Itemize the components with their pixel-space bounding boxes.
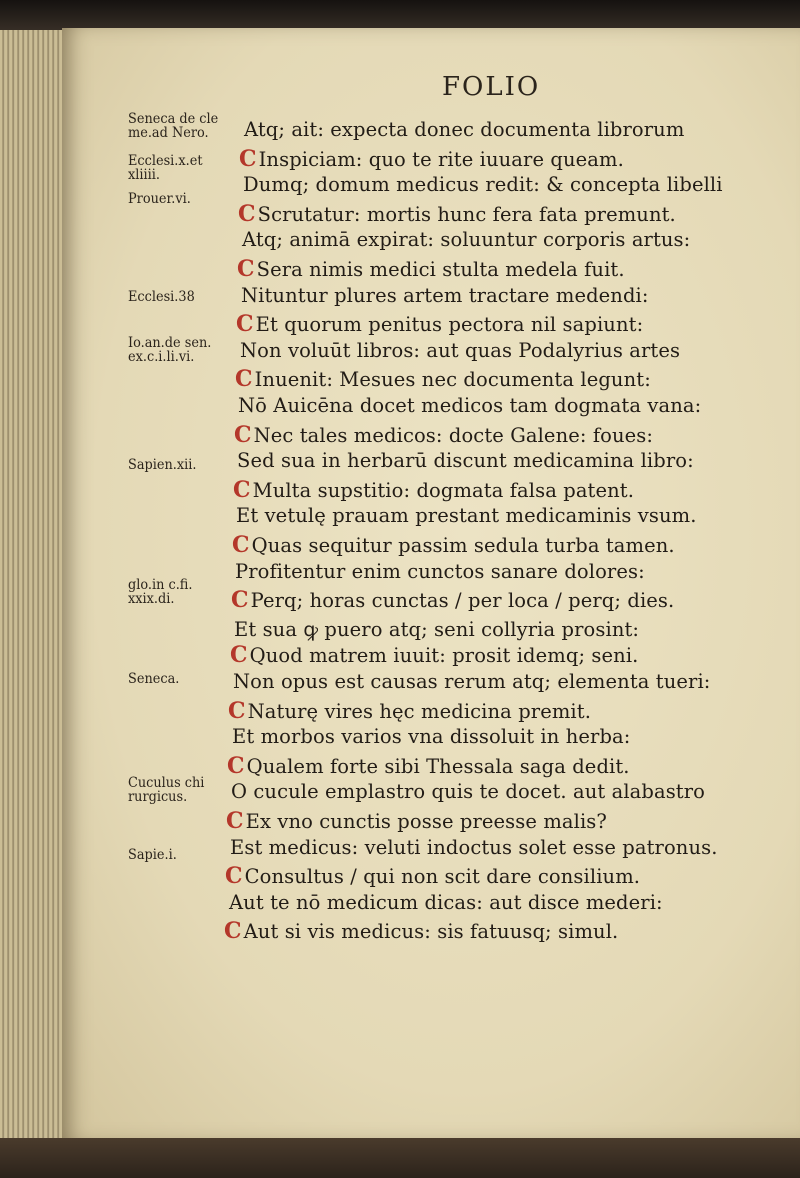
rubric-paragraph-mark: C (224, 918, 242, 945)
verse-line (237, 449, 694, 472)
rubric-paragraph-mark: C (233, 476, 251, 503)
verse-line (229, 891, 663, 914)
margin-note: Seneca. (128, 671, 180, 687)
verse-line (238, 394, 701, 417)
rubric-paragraph-mark: C (239, 145, 257, 172)
verse-line (239, 146, 624, 172)
verse-text: Aut te nō medicum dicas: aut disce mederi: (229, 890, 663, 914)
verse-text: Scrutatur: mortis hunc fera fata premunt. (257, 202, 676, 226)
rubric-paragraph-mark: C (235, 366, 253, 393)
rubric-paragraph-mark: C (232, 532, 250, 558)
margin-note: Cuculus chi rurgicus. (128, 775, 205, 805)
margin-note: Prouer.vi. (128, 191, 191, 207)
rubric-paragraph-mark: C (227, 752, 245, 779)
verse-line (237, 256, 625, 282)
verse-line (231, 780, 705, 803)
verse-line (232, 532, 675, 558)
verse-text: Consultus / qui non scit dare consilium. (244, 865, 641, 889)
verse-text: Et morbos varios vna dissoluit in herba: (232, 725, 631, 749)
verse-line (240, 339, 680, 362)
margin-note: Sapie.i. (128, 847, 177, 863)
verse-line (227, 753, 630, 779)
verse-text: Inuenit: Mesues nec documenta legunt: (254, 368, 651, 392)
rubric-paragraph-mark: C (228, 697, 246, 724)
page-header: FOLIO (442, 72, 541, 102)
verse-line (242, 228, 690, 251)
verse-text: Nec tales medicos: docte Galene: foues: (253, 423, 654, 447)
rubric-paragraph-mark: C (238, 200, 256, 227)
verse-line (238, 201, 676, 227)
margin-note: Seneca de cle me.ad Nero. (128, 111, 219, 141)
verse-text: Sed sua in herbarū discunt medicamina libro: (237, 449, 694, 473)
verse-text: Quod matrem iuuit: prosit idemq; seni. (249, 644, 639, 668)
verse-line (226, 808, 607, 834)
verse-line (224, 918, 618, 944)
verse-line (228, 698, 591, 724)
page-stack-edge (0, 30, 70, 1140)
verse-line (230, 836, 718, 859)
verse-line (235, 366, 651, 392)
verse-text: Quas sequitur passim sedula turba tamen. (251, 534, 675, 557)
verse-line (233, 477, 634, 503)
verse-text: Profitentur enim cunctos sanare dolores: (235, 559, 645, 583)
verse-text: Sera nimis medici stulta medela fuit. (256, 258, 625, 281)
verse-text: Inspiciam: quo te rite iuuare queam. (258, 147, 624, 171)
verse-line (234, 615, 639, 642)
verse-line (244, 118, 684, 141)
verse-line (236, 311, 643, 337)
rubric-paragraph-mark: C (231, 587, 249, 614)
rubric-paragraph-mark: C (236, 311, 254, 338)
verse-text: Est medicus: veluti indoctus solet esse patronus. (230, 835, 718, 859)
rubric-paragraph-mark: C (234, 421, 252, 448)
verse-text: Dumq; domum medicus redit: & concepta libelli (243, 173, 723, 197)
verse-text: Multa supstitio: dogmata falsa patent. (252, 478, 635, 502)
margin-note: glo.in c.fi. xxix.di. (128, 577, 193, 607)
verse-text: Aut si vis medicus: sis fatuusq; simul. (243, 920, 619, 944)
margin-note: Io.an.de sen. ex.c.i.li.vi. (128, 335, 212, 365)
verse-line (232, 725, 630, 748)
rubric-paragraph-mark: C (230, 642, 248, 669)
verse-line (235, 560, 645, 583)
verse-text: Atq; animā expirat: soluuntur corporis artus: (242, 228, 691, 252)
verse-text: Ex vno cunctis posse preesse malis? (245, 810, 607, 833)
verse-line (234, 422, 653, 448)
book-edge-bottom (0, 1138, 800, 1178)
verse-text: Et quorum penitus pectora nil sapiunt: (255, 313, 644, 337)
margin-note: Sapien.xii. (128, 457, 197, 473)
verse-text: Perq; horas cunctas / per loca / perq; dies. (250, 589, 675, 613)
verse-text: Et vetulę prauam prestant medicaminis vsum. (236, 504, 697, 528)
margin-note: Ecclesi.x.et xliiii. (128, 153, 203, 183)
rubric-paragraph-mark: C (226, 808, 244, 834)
rubric-paragraph-mark: C (225, 863, 243, 890)
rubric-paragraph-mark: C (237, 256, 255, 282)
verse-line (243, 173, 723, 196)
verse-text: Naturę vires hęc medicina premit. (247, 699, 592, 723)
verse-text: Nō Auicēna docet medicos tam dogmata vana: (238, 394, 702, 417)
verse-text: O cucule emplastro quis te docet. aut alabastro (231, 780, 705, 804)
verse-line (230, 642, 638, 668)
margin-note: Ecclesi.38 (128, 289, 195, 305)
verse-text: Atq; ait: expecta donec documenta librorum (244, 118, 685, 141)
verse-text: Non opus est causas rerum atq; elementa tueri: (233, 670, 711, 693)
verse-text: Non voluūt libros: aut quas Podalyrius artes (240, 338, 681, 362)
verse-line (231, 587, 674, 613)
verse-line (233, 670, 710, 693)
verse-text: Et sua ꝙ puero atq; seni collyria prosint: (234, 617, 640, 641)
verse-text: Nituntur plures artem tractare medendi: (241, 283, 649, 307)
verse-line (241, 284, 649, 307)
verse-line (225, 863, 640, 889)
verse-line (236, 504, 697, 527)
verse-text: Qualem forte sibi Thessala saga dedit. (246, 754, 630, 778)
